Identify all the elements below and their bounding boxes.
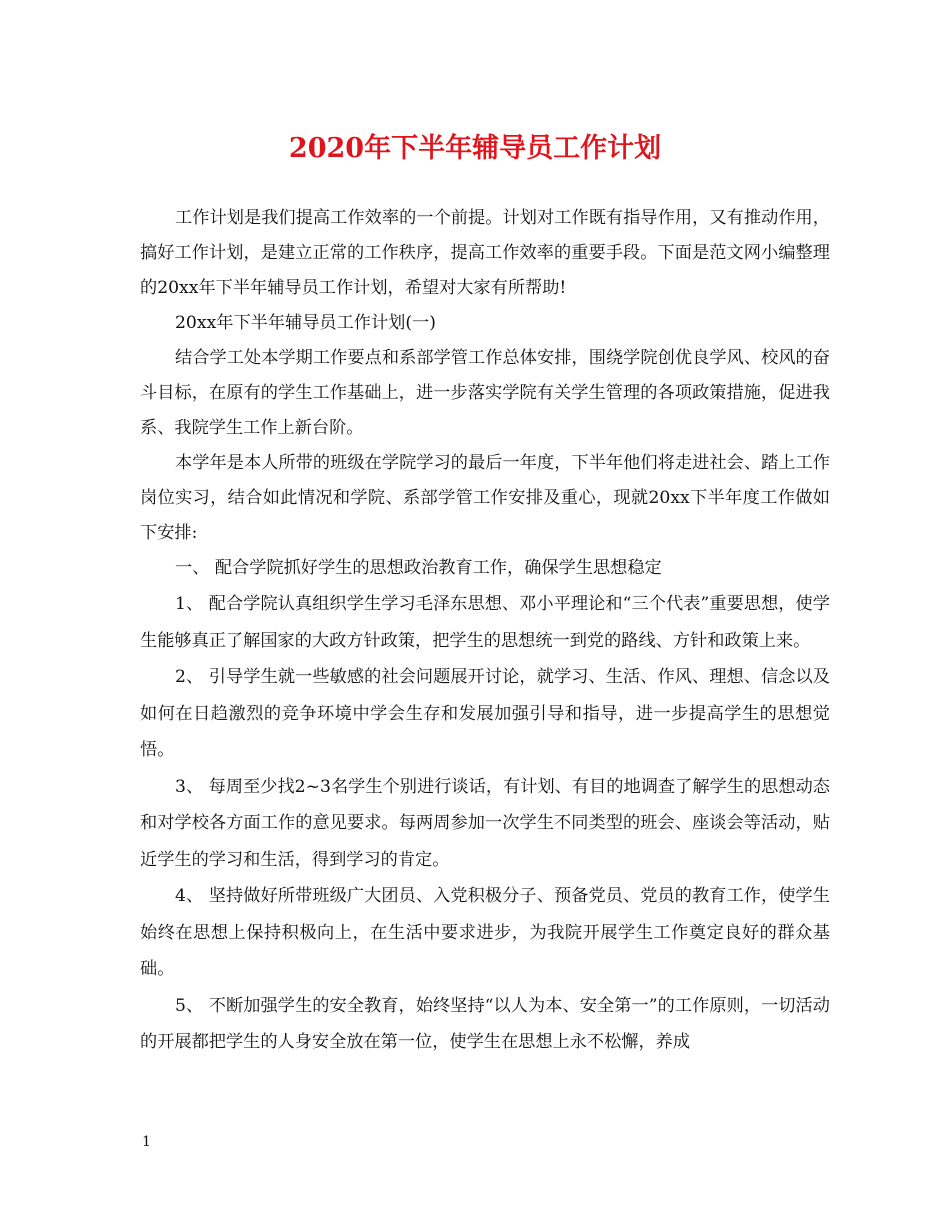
paragraph-section-heading: 20xx年下半年辅导员工作计划(一): [175, 313, 436, 333]
paragraph-item-2: 2、 引导学生就一些敏感的社会问题展开讨论，就学习、生活、作风、理想、信念以及如何在日趋激烈的竞争环境中学会生存和发展加强引导和指导，进一步提高学生的思想觉悟。: [140, 667, 830, 760]
paragraph-overview: 结合学工处本学期工作要点和系部学管工作总体安排，围绕学院创优良学风、校风的奋斗目标，在原有的学生工作基础上，进一步落实学院有关学生管理的各项政策措施，促进我系、我院学生工作上新台阶。: [140, 348, 830, 438]
paragraph-intro: 工作计划是我们提高工作效率的一个前提。计划对工作既有指导作用，又有推动作用，搞好工作计划，是建立正常的工作秩序，提高工作效率的重要手段。下面是范文网小编整理的20xx年下半年辅导员工作计划，希望对大家有所帮助!: [140, 208, 830, 298]
document-body: [140, 201, 830, 1061]
page-number: 1: [142, 1134, 151, 1150]
paragraph-item-4: 4、 坚持做好所带班级广大团员、入党积极分子、预备党员、党员的教育工作，使学生始终在思想上保持积极向上，在生活中要求进步，为我院开展学生工作奠定良好的群众基础。: [140, 886, 830, 979]
paragraph-item-3: 3、 每周至少找2~3名学生个别进行谈话，有计划、有目的地调查了解学生的思想动态和对学校各方面工作的意见要求。每两周参加一次学生不同类型的班会、座谈会等活动，贴近学生的学习和生活，得到学习的肯定。: [140, 776, 830, 870]
paragraph-item-heading-1: 一、 配合学院抓好学生的思想政治教育工作，确保学生思想稳定: [175, 558, 662, 578]
paragraph-item-5: 5、 不断加强学生的安全教育，始终坚持“以人为本、安全第一”的工作原则，一切活动的开展都把学生的人身安全放在第一位，使学生在思想上永不松懈，养成: [140, 995, 830, 1052]
paragraph-year-plan: 本学年是本人所带的班级在学院学习的最后一年度，下半年他们将走进社会、踏上工作岗位实习，结合如此情况和学院、系部学管工作安排及重心，现就20xx下半年度工作做如下安排:: [140, 453, 830, 543]
document-title: 2020年下半年辅导员工作计划: [288, 133, 662, 164]
paragraph-item-1: 1、 配合学院认真组织学生学习毛泽东思想、邓小平理论和“三个代表”重要思想，使学生能够真正了解国家的大政方针政策，把学生的思想统一到党的路线、方针和政策上来。: [140, 594, 830, 651]
